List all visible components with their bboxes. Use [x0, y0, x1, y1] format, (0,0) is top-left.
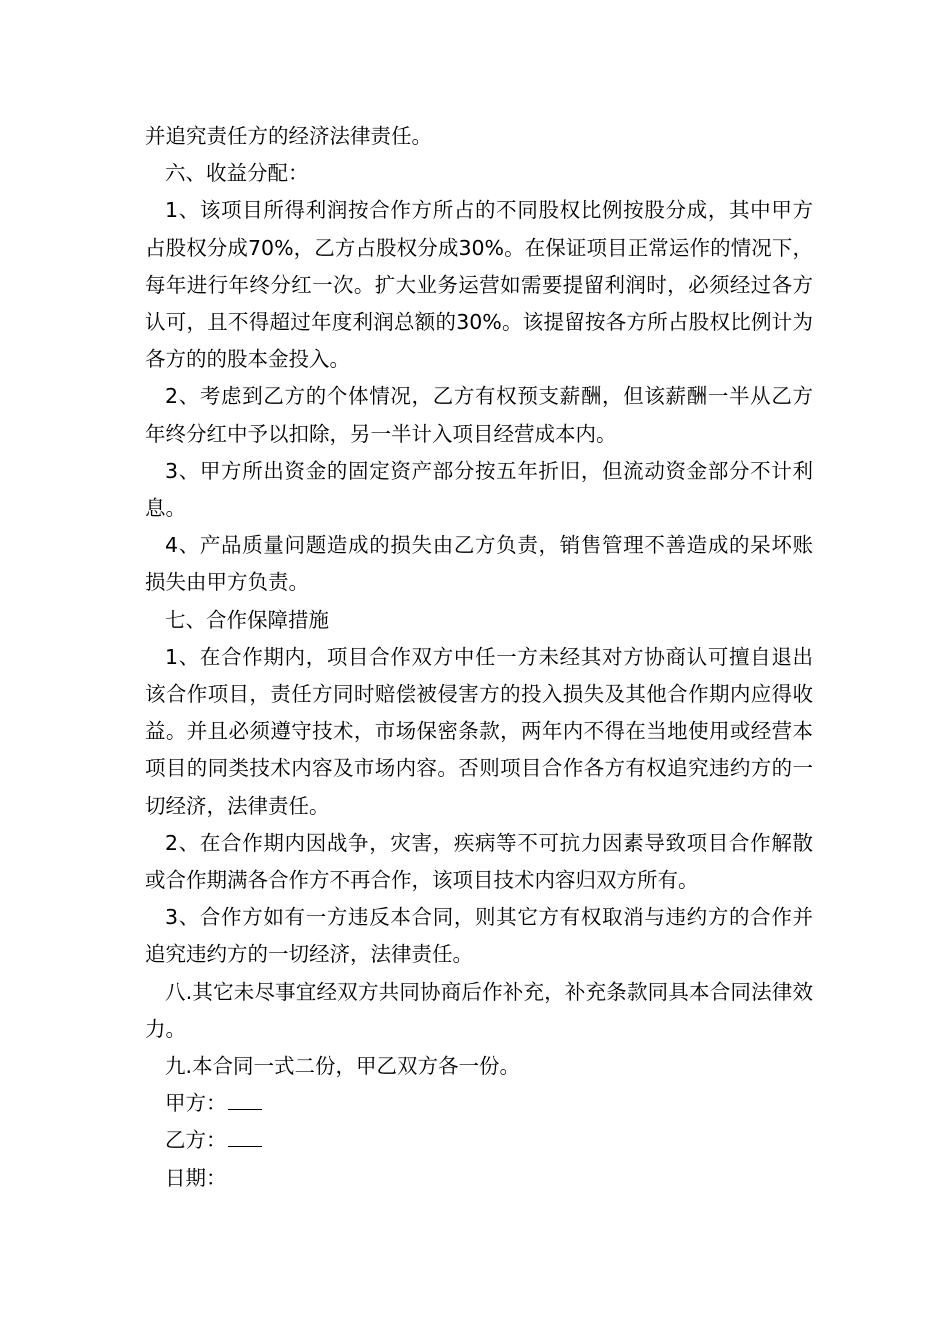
clause-6-4: 4、产品质量问题造成的损失由乙方负责，销售管理不善造成的呆坏账损失由甲方负责。	[145, 533, 813, 595]
date-line	[145, 1160, 813, 1197]
clause-9: 九.本合同一式二份，甲乙双方各一份。	[165, 1054, 521, 1079]
clause-8: 八.其它未尽事宜经双方共同协商后作补充，补充条款同具本合同法律效力。	[145, 979, 813, 1041]
party-b-blank	[228, 1128, 262, 1147]
party-a-signature-line	[145, 1085, 813, 1122]
party-b-signature-line	[145, 1122, 813, 1159]
section-heading-safeguards: 七、合作保障措施	[165, 607, 329, 632]
party-b-label: 乙方：	[165, 1128, 227, 1153]
clause-7-1: 1、在合作期内，项目合作双方中任一方未经其对方协商认可擅自退出该合作项目，责任方同时赔偿被侵害方的投入损失及其他合作期内应得收益。并且必须遵守技术，市场保密条款，两年内不得在当地使用或经营本项目的同类技术内容及市场内容。否则项目合作各方有权追究违约方的一切经济，法律责任。	[145, 644, 813, 818]
party-a-label: 甲方：	[165, 1091, 227, 1116]
date-label: 日期：	[165, 1165, 227, 1190]
clause-6-1: 1、该项目所得利润按合作方所占的不同股权比例按股分成，其中甲方占股权分成70%，乙方占股权分成30%。在保证项目正常运作的情况下，每年进行年终分红一次。扩大业务运营如需要提留利润时，必须经过各方认可，且不得超过年度利润总额的30%。该提留按各方所占股权比例计为各方的的股本金投入。	[145, 198, 813, 372]
party-a-blank	[228, 1091, 262, 1110]
clause-6-2: 2、考虑到乙方的个体情况，乙方有权预支薪酬，但该薪酬一半从乙方年终分红中予以扣除，另一半计入项目经营成本内。	[145, 384, 813, 446]
clause-6-3: 3、甲方所出资金的固定资产部分按五年折旧，但流动资金部分不计利息。	[145, 458, 813, 521]
paragraph-continuation: 并追究责任方的经济法律责任。	[145, 124, 432, 148]
section-heading-profit-distribution: 六、收益分配：	[165, 161, 309, 186]
clause-7-3: 3、合作方如有一方违反本合同，则其它方有权取消与违约方的合作并追究违约方的一切经济，法律责任。	[145, 905, 813, 967]
clause-7-2: 2、在合作期内因战争，灾害，疾病等不可抗力因素导致项目合作解散或合作期满各合作方不再合作，该项目技术内容归双方所有。	[145, 830, 813, 893]
contract-body	[145, 118, 813, 1197]
